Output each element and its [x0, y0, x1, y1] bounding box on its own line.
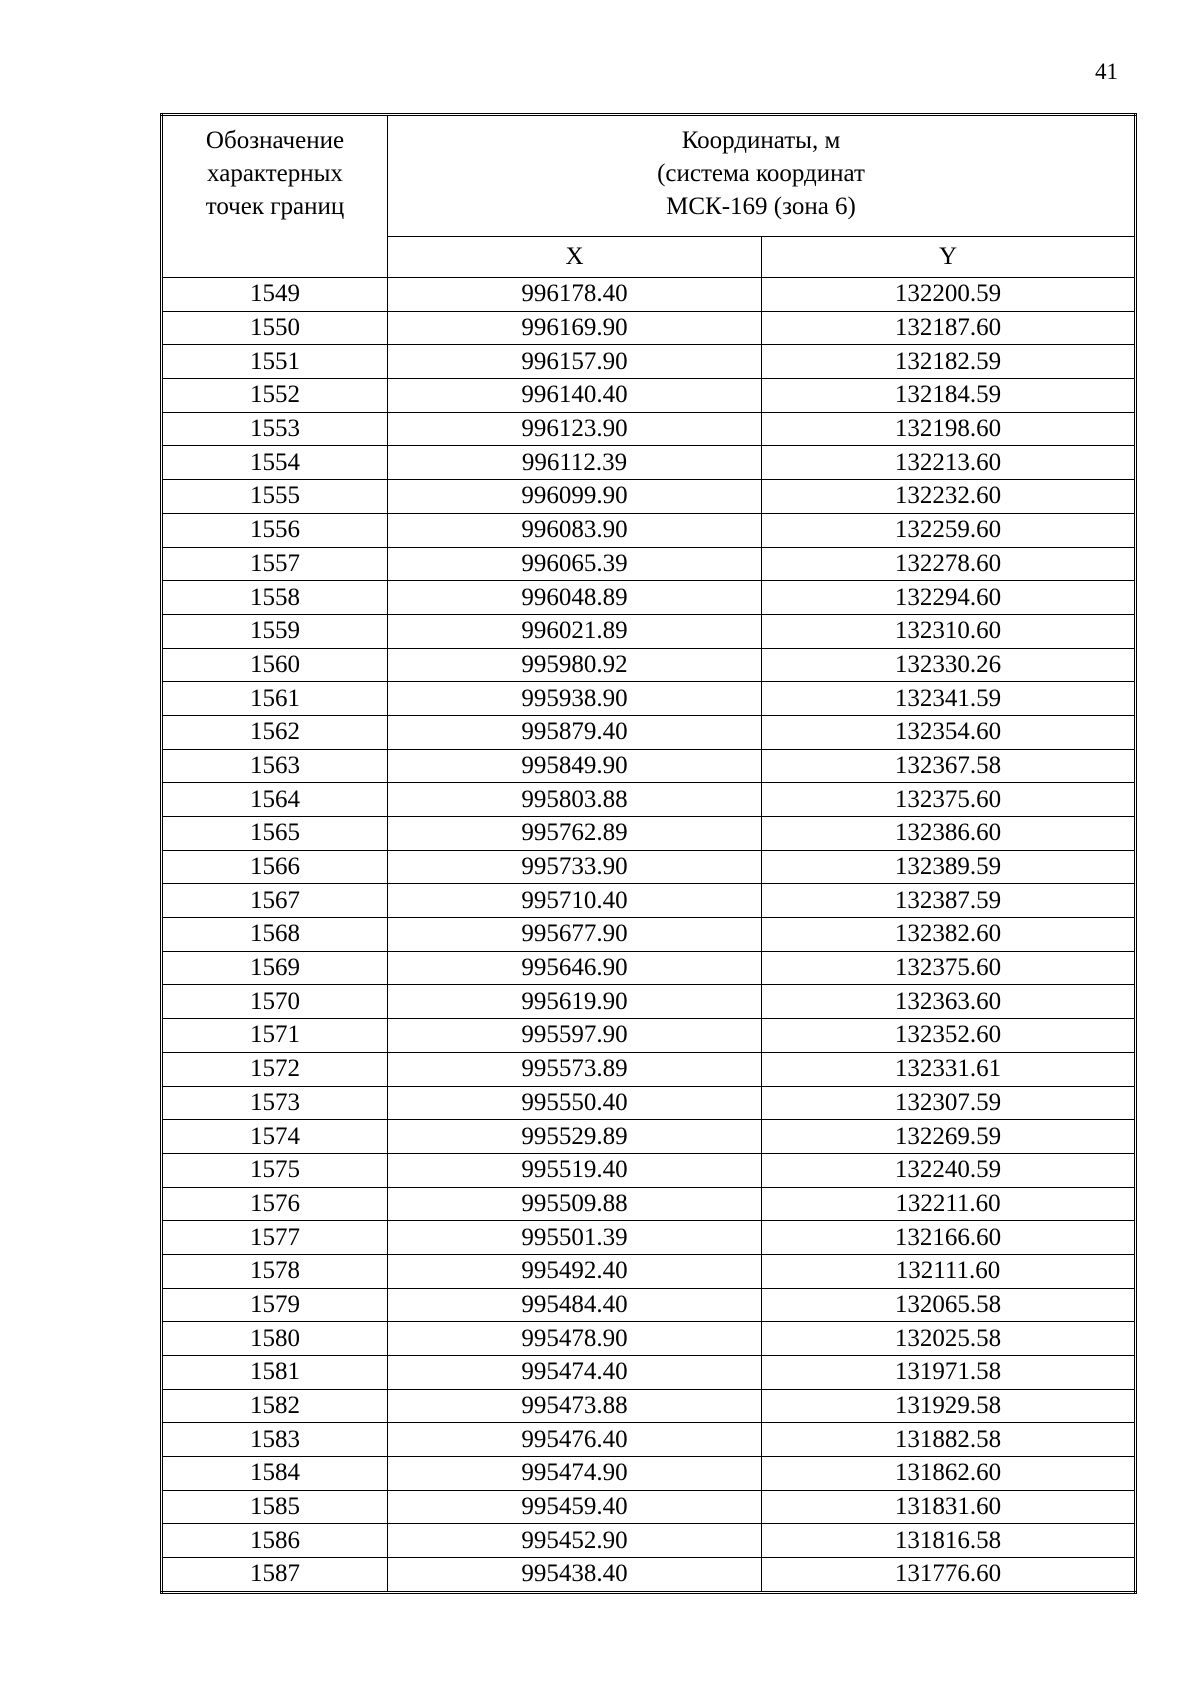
cell-y: 132310.60	[762, 614, 1136, 648]
cell-x: 996099.90	[388, 480, 762, 514]
cell-x: 995619.90	[388, 985, 762, 1019]
cell-point: 1553	[162, 412, 388, 446]
table-row	[162, 850, 1136, 884]
cell-point: 1585	[162, 1490, 388, 1524]
cell-point: 1578	[162, 1254, 388, 1288]
cell-point: 1573	[162, 1086, 388, 1120]
cell-y: 132294.60	[762, 581, 1136, 615]
cell-x: 995484.40	[388, 1288, 762, 1322]
cell-x: 995459.40	[388, 1490, 762, 1524]
cell-point: 1577	[162, 1221, 388, 1255]
cell-x: 995550.40	[388, 1086, 762, 1120]
table-row	[162, 749, 1136, 783]
table-row	[162, 412, 1136, 446]
header-coords-line: (система координат	[657, 160, 865, 187]
cell-y: 132232.60	[762, 480, 1136, 514]
cell-y: 132341.59	[762, 682, 1136, 716]
cell-y: 131971.58	[762, 1356, 1136, 1390]
cell-point: 1579	[162, 1288, 388, 1322]
cell-y: 132278.60	[762, 547, 1136, 581]
cell-point: 1557	[162, 547, 388, 581]
table-row	[162, 783, 1136, 817]
cell-point: 1569	[162, 951, 388, 985]
cell-point: 1554	[162, 446, 388, 480]
cell-x: 996048.89	[388, 581, 762, 615]
cell-point: 1575	[162, 1153, 388, 1187]
table-row	[162, 1153, 1136, 1187]
cell-y: 132200.59	[762, 278, 1136, 312]
header-x: X	[388, 237, 762, 278]
cell-x: 995849.90	[388, 749, 762, 783]
table-row	[162, 480, 1136, 514]
cell-point: 1564	[162, 783, 388, 817]
cell-x: 995519.40	[388, 1153, 762, 1187]
table-row	[162, 1052, 1136, 1086]
cell-point: 1567	[162, 884, 388, 918]
cell-point: 1549	[162, 278, 388, 312]
cell-y: 132363.60	[762, 985, 1136, 1019]
cell-y: 132111.60	[762, 1254, 1136, 1288]
header-coords-line: Координаты, м	[681, 127, 841, 154]
cell-y: 132213.60	[762, 446, 1136, 480]
cell-point: 1555	[162, 480, 388, 514]
cell-x: 995980.92	[388, 648, 762, 682]
table-row	[162, 1288, 1136, 1322]
cell-y: 132386.60	[762, 817, 1136, 851]
coordinates-table-container	[160, 113, 1134, 1594]
table-row	[162, 682, 1136, 716]
cell-y: 132182.59	[762, 345, 1136, 379]
cell-y: 132184.59	[762, 379, 1136, 413]
table-row	[162, 817, 1136, 851]
table-row	[162, 345, 1136, 379]
table-row	[162, 951, 1136, 985]
cell-x: 995474.40	[388, 1356, 762, 1390]
cell-point: 1559	[162, 614, 388, 648]
cell-point: 1574	[162, 1120, 388, 1154]
cell-y: 132330.26	[762, 648, 1136, 682]
cell-point: 1587	[162, 1558, 388, 1593]
cell-point: 1565	[162, 817, 388, 851]
cell-y: 132375.60	[762, 951, 1136, 985]
table-row	[162, 918, 1136, 952]
cell-point: 1571	[162, 1019, 388, 1053]
cell-y: 131816.58	[762, 1524, 1136, 1558]
table-row	[162, 547, 1136, 581]
cell-y: 131882.58	[762, 1423, 1136, 1457]
header-coordinates	[388, 115, 1136, 237]
table-row	[162, 1086, 1136, 1120]
header-point-designation	[162, 115, 388, 278]
cell-x: 995474.90	[388, 1457, 762, 1491]
table-row	[162, 1120, 1136, 1154]
table-row	[162, 985, 1136, 1019]
cell-x: 995509.88	[388, 1187, 762, 1221]
table-row	[162, 1254, 1136, 1288]
cell-y: 132367.58	[762, 749, 1136, 783]
cell-y: 132198.60	[762, 412, 1136, 446]
page-number: 41	[1095, 59, 1118, 84]
cell-y: 132211.60	[762, 1187, 1136, 1221]
cell-y: 132352.60	[762, 1019, 1136, 1053]
table-row	[162, 1187, 1136, 1221]
cell-x: 995762.89	[388, 817, 762, 851]
coordinates-table	[160, 113, 1137, 1594]
cell-y: 131776.60	[762, 1558, 1136, 1593]
cell-x: 995710.40	[388, 884, 762, 918]
cell-point: 1570	[162, 985, 388, 1019]
cell-y: 132240.59	[762, 1153, 1136, 1187]
cell-y: 132389.59	[762, 850, 1136, 884]
cell-point: 1566	[162, 850, 388, 884]
cell-y: 132187.60	[762, 311, 1136, 345]
cell-y: 132166.60	[762, 1221, 1136, 1255]
cell-x: 995677.90	[388, 918, 762, 952]
cell-y: 132382.60	[762, 918, 1136, 952]
cell-x: 996178.40	[388, 278, 762, 312]
cell-point: 1551	[162, 345, 388, 379]
table-row	[162, 648, 1136, 682]
cell-point: 1576	[162, 1187, 388, 1221]
table-body	[162, 278, 1136, 1593]
table-row	[162, 513, 1136, 547]
cell-x: 996065.39	[388, 547, 762, 581]
cell-point: 1550	[162, 311, 388, 345]
cell-y: 132269.59	[762, 1120, 1136, 1154]
table-row	[162, 1221, 1136, 1255]
cell-x: 995478.90	[388, 1322, 762, 1356]
table-row	[162, 581, 1136, 615]
header-coords-line: МСК-169 (зона 6)	[666, 193, 856, 220]
cell-point: 1583	[162, 1423, 388, 1457]
table-row	[162, 278, 1136, 312]
cell-point: 1561	[162, 682, 388, 716]
table-row	[162, 1558, 1136, 1593]
cell-y: 132375.60	[762, 783, 1136, 817]
cell-x: 995529.89	[388, 1120, 762, 1154]
cell-x: 995803.88	[388, 783, 762, 817]
cell-x: 995476.40	[388, 1423, 762, 1457]
cell-x: 996140.40	[388, 379, 762, 413]
cell-y: 131862.60	[762, 1457, 1136, 1491]
cell-point: 1560	[162, 648, 388, 682]
table-row	[162, 1490, 1136, 1524]
table-row	[162, 1457, 1136, 1491]
table-row	[162, 884, 1136, 918]
cell-y: 132307.59	[762, 1086, 1136, 1120]
cell-y: 131929.58	[762, 1389, 1136, 1423]
cell-point: 1580	[162, 1322, 388, 1356]
cell-point: 1563	[162, 749, 388, 783]
table-row	[162, 715, 1136, 749]
cell-point: 1558	[162, 581, 388, 615]
cell-y: 131831.60	[762, 1490, 1136, 1524]
cell-point: 1572	[162, 1052, 388, 1086]
cell-x: 995573.89	[388, 1052, 762, 1086]
cell-x: 995438.40	[388, 1558, 762, 1593]
cell-y: 132331.61	[762, 1052, 1136, 1086]
table-row	[162, 1524, 1136, 1558]
table-header	[162, 115, 1136, 278]
cell-x: 995733.90	[388, 850, 762, 884]
cell-point: 1552	[162, 379, 388, 413]
table-row	[162, 614, 1136, 648]
header-point-line: характерных	[207, 160, 343, 187]
cell-y: 132354.60	[762, 715, 1136, 749]
cell-point: 1556	[162, 513, 388, 547]
cell-x: 995938.90	[388, 682, 762, 716]
header-point-line: точек границ	[205, 193, 345, 220]
cell-point: 1568	[162, 918, 388, 952]
cell-x: 995452.90	[388, 1524, 762, 1558]
header-y: Y	[762, 237, 1136, 278]
header-point-line: Обозначение	[205, 127, 345, 154]
table-row	[162, 1423, 1136, 1457]
cell-point: 1562	[162, 715, 388, 749]
cell-x: 995492.40	[388, 1254, 762, 1288]
table-row	[162, 1019, 1136, 1053]
cell-x: 996021.89	[388, 614, 762, 648]
cell-x: 995646.90	[388, 951, 762, 985]
cell-x: 995473.88	[388, 1389, 762, 1423]
cell-x: 995501.39	[388, 1221, 762, 1255]
table-row	[162, 379, 1136, 413]
cell-y: 132025.58	[762, 1322, 1136, 1356]
table-row	[162, 1356, 1136, 1390]
cell-x: 995597.90	[388, 1019, 762, 1053]
cell-x: 996112.39	[388, 446, 762, 480]
cell-point: 1581	[162, 1356, 388, 1390]
table-row	[162, 311, 1136, 345]
cell-x: 995879.40	[388, 715, 762, 749]
cell-point: 1586	[162, 1524, 388, 1558]
cell-x: 996157.90	[388, 345, 762, 379]
table-row	[162, 446, 1136, 480]
table-row	[162, 1389, 1136, 1423]
cell-x: 996083.90	[388, 513, 762, 547]
cell-x: 996169.90	[388, 311, 762, 345]
cell-y: 132259.60	[762, 513, 1136, 547]
cell-y: 132065.58	[762, 1288, 1136, 1322]
table-row	[162, 1322, 1136, 1356]
cell-point: 1584	[162, 1457, 388, 1491]
cell-x: 996123.90	[388, 412, 762, 446]
cell-y: 132387.59	[762, 884, 1136, 918]
cell-point: 1582	[162, 1389, 388, 1423]
